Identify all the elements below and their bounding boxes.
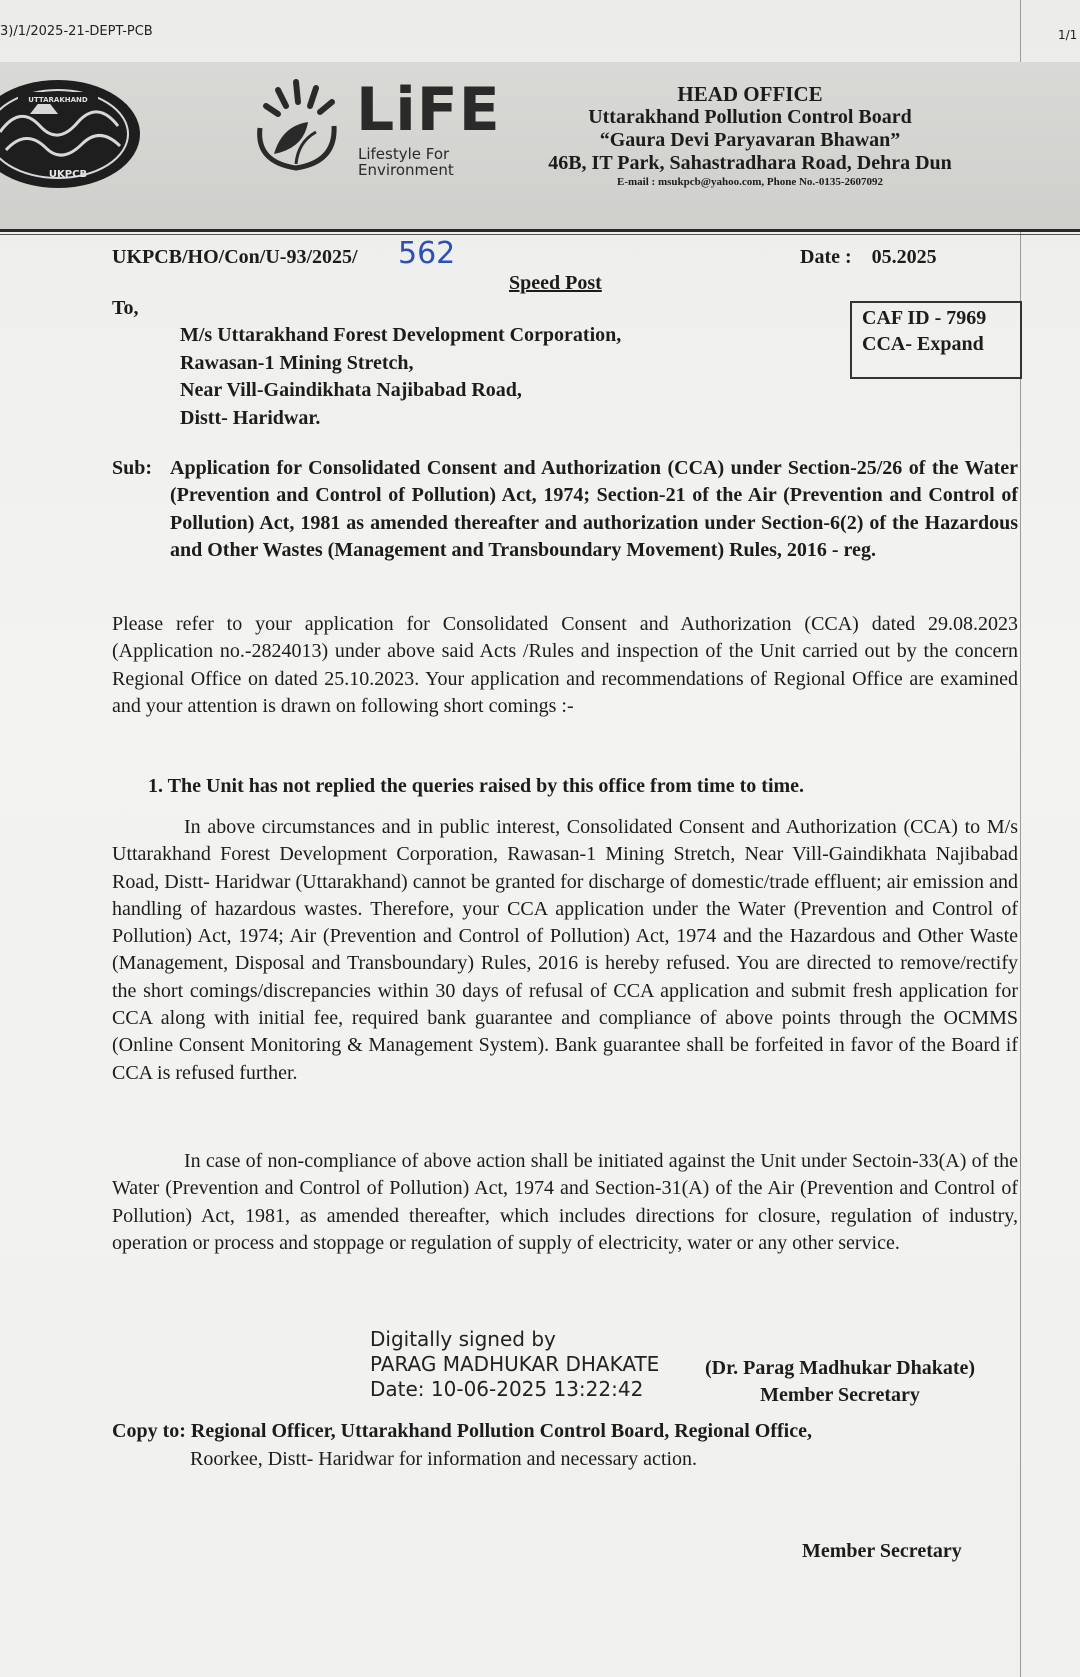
paragraph-noncompliance [112,1148,1018,1257]
copy-to-line1: Regional Officer, Uttarakhand Pollution Control Board, Regional Office, [190,1420,812,1442]
life-logo-tagline: Lifestyle For Environment [358,145,454,179]
page-index: 1/1 [1058,28,1078,42]
letterhead [520,82,980,189]
shortcoming-item: 1. The Unit has not replied the queries raised by this office from time to time. [148,775,805,797]
subject-text: Application for Consolidated Consent and Authorization (CCA) under Section-25/26 of the Water (Prevention and Control of Pollution) Act, 1974; Section-21 of the Air (Prevention and Control of Pollution) Act, 1981 as amended thereafter and authorization under Section-6(2) of the Hazardous and Other Wastes (Management and Transboundary Movement) Rules, 2016 - reg. [170,457,1018,561]
paragraph-reference: Please refer to your application for Consolidated Consent and Authorization (CCA) dated 29.08.2023 (Application no.-2824013) under above said Acts /Rules and inspection of the Unit carried out by the concern Regional Office on dated 25.10.2023. Your application and recommendations of Regional Office are examined and your attention is drawn on following short comings :- [112,613,1018,717]
header-rule [0,229,1080,232]
ukpcb-logo [0,74,148,198]
header-rule-thin [0,234,1080,235]
paragraph-refusal [112,814,1018,1087]
address-line: Near Vill-Gaindikhata Najibabad Road, [180,379,522,401]
life-logo-icon [252,76,342,172]
to-label: To, [112,297,139,319]
digital-signature [370,1327,659,1402]
caf-id: CAF ID - 7969 [862,307,987,329]
paragraph-refusal-text: In above circumstances and in public interest, Consolidated Consent and Authorization (CCA) to M/s Uttarakhand Forest Development Corporation, Rawasan-1 Mining Stretch, Near Vill-Gaindikhata Najibabad Road, Distt- Haridwar (Uttarakhand) cannot be granted for discharge of domestic/trade effluent; air emission and handling of hazardous wastes. Therefore, your CCA application under the Water (Prevention and Control of Pollution) Act, 1974; Air (Prevention and Control of Pollution) Act, 1974 and the Hazardous and Other Waste (Management, Disposal and Transboundary) Rules, 2016 is hereby refused. You are directed to remove/rectify the short comings/discrepancies within 30 days of refusal of CCA application and submit fresh application for CCA along with initial fee, required bank guarantee and compliance of above points through the OCMMS (Online Consent Monitoring & Management System). Bank guarantee shall be forfeited in favor of the Board if CCA is refused further. [112,816,1018,1084]
date-label: Date : [800,246,852,268]
contact-line: E-mail : msukpcb@yahoo.com, Phone No.-0135-2607092 [617,176,883,188]
cca-type: CCA- Expand [862,333,984,355]
scan-edge-line [1020,0,1021,1677]
signatory [705,1355,975,1409]
paragraph-noncompliance-text: In case of non-compliance of above action shall be initiated against the Unit under Sectoin-33(A) of the Water (Prevention and Control of Pollution) Act, 1974 and Section-31(A) of the Air (Prevention and Control of Pollution) Act, 1981, as amended thereafter, which includes directions for closure, regulation of industry, operation or process and stoppage or regulation of supply of electricity, water or any other service. [112,1150,1018,1254]
page-reference: 3)/1/2025-21-DEPT-PCB [0,24,153,39]
copy-to [112,1418,812,1444]
subject-label: Sub: [112,457,153,479]
signatory-title: Member Secretary [760,1384,920,1406]
signatory-name: (Dr. Parag Madhukar Dhakate) [705,1357,976,1379]
life-logo-word: LiFE [356,75,501,145]
reference-number: UKPCB/HO/Con/U-93/2025/ [112,246,358,268]
recipient-address [180,322,621,432]
dispatch-mode: Speed Post [509,272,602,294]
org-name: Uttarakhand Pollution Control Board [588,106,912,128]
ukpcb-logo-bottom-text: UKPCB [48,169,88,180]
copy-to-label: Copy to: [112,1420,186,1442]
digital-signature-name: PARAG MADHUKAR DHAKATE [370,1352,660,1376]
copy-to-line2: Roorkee, Distt- Haridwar for information and necessary action. [190,1448,698,1470]
digital-signature-date: Date: 10-06-2025 13:22:42 [370,1377,644,1401]
office-address: 46B, IT Park, Sahastradhara Road, Dehra Dun [548,152,952,174]
address-line: M/s Uttarakhand Forest Development Corporation, [180,324,622,346]
address-line: Rawasan-1 Mining Stretch, [180,351,414,374]
ukpcb-logo-top-text: UTTARAKHAND [28,96,88,104]
footer-signatory: Member Secretary [802,1540,962,1562]
head-office-title: HEAD OFFICE [677,82,823,106]
address-line: Distt- Haridwar. [180,406,321,429]
handwritten-number: 562 [398,236,456,271]
digital-signature-line: Digitally signed by [370,1327,556,1351]
letter-date [800,244,937,270]
caf-id-box [850,301,1022,379]
date-value: 05.2025 [871,246,937,268]
building-name: “Gaura Devi Paryavaran Bhawan” [599,129,901,151]
